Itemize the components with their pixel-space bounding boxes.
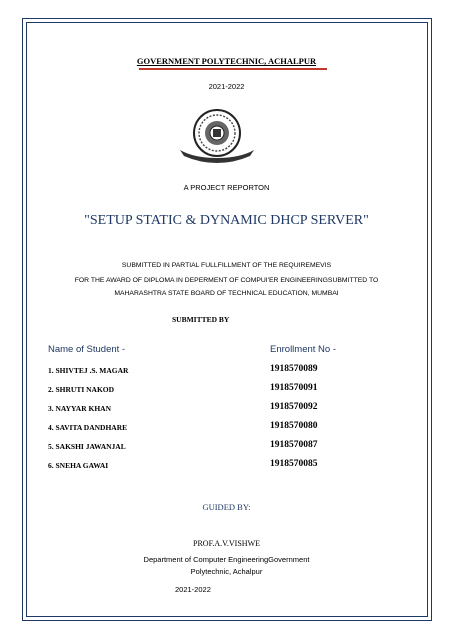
student-name: 1. SHIVTEJ .S. MAGAR: [48, 366, 129, 375]
student-enrollment: 1918570087: [270, 440, 318, 450]
student-name: 5. SAKSHI JAWANJAL: [48, 442, 126, 451]
award-line-1: FOR THE AWARD OF DIPLOMA IN DEPERMENT OF COMPUI'ER ENGINEERINGSUBMITTED TO: [74, 277, 379, 284]
academic-year: 2021-2022: [208, 82, 245, 91]
name-column-header: Name of Student -: [48, 344, 126, 355]
student-enrollment: 1918570080: [270, 421, 318, 431]
college-name: GOVERNMENT POLYTECHNIC, ACHALPUR: [136, 56, 317, 66]
enrollment-column-header: Enrollment No -: [270, 344, 336, 355]
award-line-2: MAHARASHTRA STATE BOARD OF TECHNICAL EDUCATION, MUMBAI: [114, 290, 339, 297]
student-name: 2. SHRUTI NAKOD: [48, 385, 115, 394]
department-line-1: Department of Computer EngineeringGovernment: [143, 555, 310, 564]
college-underline: [139, 68, 327, 70]
submission-statement: SUBMITTED IN PARTIAL FULLFILLMENT OF THE REQUIREMEVIS: [121, 262, 332, 269]
project-intro: A PROJECT REPORTON: [183, 183, 270, 192]
guided-by-heading: GUIDED BY:: [202, 502, 251, 512]
submitted-by-heading: SUBMITTED BY: [172, 315, 230, 324]
student-enrollment: 1918570085: [270, 459, 318, 469]
footer-year: 2021-2022: [175, 585, 211, 594]
student-name: 3. NAYYAR KHAN: [48, 404, 111, 413]
emblem-book: [213, 129, 221, 137]
department-line-2: Polytechnic, Achalpur: [190, 567, 263, 576]
student-name: 6. SNEHA GAWAI: [48, 461, 109, 470]
student-enrollment: 1918570089: [270, 364, 318, 374]
college-emblem-icon: [174, 106, 260, 164]
student-name: 4. SAVITA DANDHARE: [48, 423, 128, 432]
student-enrollment: 1918570091: [270, 383, 318, 393]
student-enrollment: 1918570092: [270, 402, 318, 412]
guide-name: PROF.A.V.VISHWE: [193, 539, 260, 548]
project-title: "SETUP STATIC & DYNAMIC DHCP SERVER": [84, 213, 369, 228]
